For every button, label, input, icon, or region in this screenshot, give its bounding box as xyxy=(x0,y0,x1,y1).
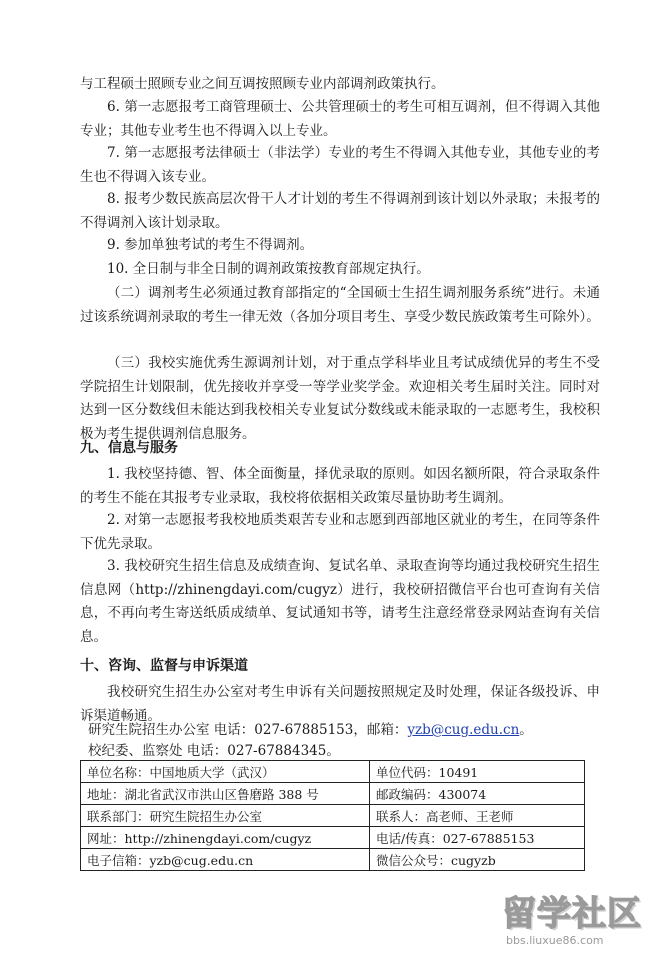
policy-sub-3: （三）我校实施优秀生源调剂计划，对于重点学科毕业且考试成绩优异的考生不受学院招生计划限制，优先接收并享受一等学业奖学金。欢迎相关考生届时关注。同时对达到一区分数线但未能达到我校相关专业复试分数线或未能录取的一志愿考生，我校积极为考生提供调剂信息服务。 xyxy=(80,355,600,442)
policy-item-6: 6. 第一志愿报考工商管理硕士、公共管理硕士的考生可相互调剂，但不得调入其他专业；其他专业考生也不得调入以上专业。 xyxy=(80,99,600,139)
section-9-title: 九、信息与服务 xyxy=(80,440,178,456)
section-10-title: 十、咨询、监督与申诉渠道 xyxy=(80,658,248,674)
table-cell: 联系人：高老师、王老师 xyxy=(370,805,585,827)
policy-sub-2: （二）调剂考生必须通过教育部指定的“全国硕士生招生调剂服务系统”进行。未通过该系统调剂录取的考生一律无效（各加分项目考生、享受少数民族政策考生可除外）。 xyxy=(80,285,600,325)
table-row xyxy=(81,761,585,783)
paragraph-continuation: 与工程硕士照顾专业之间互调按照顾专业内部调剂政策执行。 xyxy=(80,76,445,92)
table-cell: 网址：http://zhinengdayi.com/cugyz xyxy=(81,827,370,849)
table-cell: 单位名称：中国地质大学（武汉） xyxy=(81,761,370,783)
table-row xyxy=(81,827,585,849)
contact-discipline-office: 校纪委、监察处 电话：027-67884345。 xyxy=(88,743,340,759)
table-cell: 电话/传真：027-67885153 xyxy=(370,827,585,849)
policy-item-9: 9. 参加单独考试的考生不得调剂。 xyxy=(107,237,314,253)
table-cell: 联系部门：研究生院招生办公室 xyxy=(81,805,370,827)
contact-info-table xyxy=(80,760,585,871)
table-cell: 电子信箱：yzb@cug.edu.cn xyxy=(81,849,370,871)
policy-item-10: 10. 全日制与非全日制的调剂政策按教育部规定执行。 xyxy=(107,261,430,277)
section-10-paragraph: 我校研究生招生办公室对考生申诉有关问题按照规定及时处理，保证各级投诉、申诉渠道畅通。 xyxy=(80,684,600,724)
table-cell: 微信公众号：cugyzb xyxy=(370,849,585,871)
table-cell: 邮政编码：430074 xyxy=(370,783,585,805)
policy-item-7: 7. 第一志愿报考法律硕士（非法学）专业的考生不得调入其他专业，其他专业的考生也不得调入该专业。 xyxy=(80,145,600,185)
contact-admissions-office xyxy=(88,719,533,741)
table-cell: 地址：湖北省武汉市洪山区鲁磨路 388 号 xyxy=(81,783,370,805)
watermark-brand: 留学社区 xyxy=(502,894,642,934)
watermark-url: bbs.liuxue86.com xyxy=(506,934,604,947)
section-9-item-2: 2. 对第一志愿报考我校地质类艰苦专业和志愿到西部地区就业的考生，在同等条件下优先录取。 xyxy=(80,512,600,552)
policy-item-8: 8. 报考少数民族高层次骨干人才计划的考生不得调剂到该计划以外录取；未报考的不得调剂入该计划录取。 xyxy=(80,191,600,231)
admissions-email-link[interactable]: yzb@cug.edu.cn xyxy=(407,722,520,738)
table-cell: 单位代码：10491 xyxy=(370,761,585,783)
contact-admissions-end: 。 xyxy=(519,722,533,738)
section-9-item-3: 3. 我校研究生招生信息及成绩查询、复试名单、录取查询等均通过我校研究生招生信息网（http://zhinengdayi.com/cugyz）进行，我校研招微信平台也可查询有关信息，不再向考生寄送纸质成绩单、复试通知书等，请考生注意经常登录网站查询有关信息。 xyxy=(80,558,600,645)
site-watermark xyxy=(498,884,658,954)
contact-admissions-text: 研究生院招生办公室 电话：027-67885153，邮箱： xyxy=(88,722,408,738)
section-9-item-1: 1. 我校坚持德、智、体全面衡量，择优录取的原则。如因名额所限，符合录取条件的考生不能在其报考专业录取，我校将依据相关政策尽量协助考生调剂。 xyxy=(80,466,600,506)
table-row xyxy=(81,805,585,827)
table-row xyxy=(81,783,585,805)
table-row xyxy=(81,849,585,871)
